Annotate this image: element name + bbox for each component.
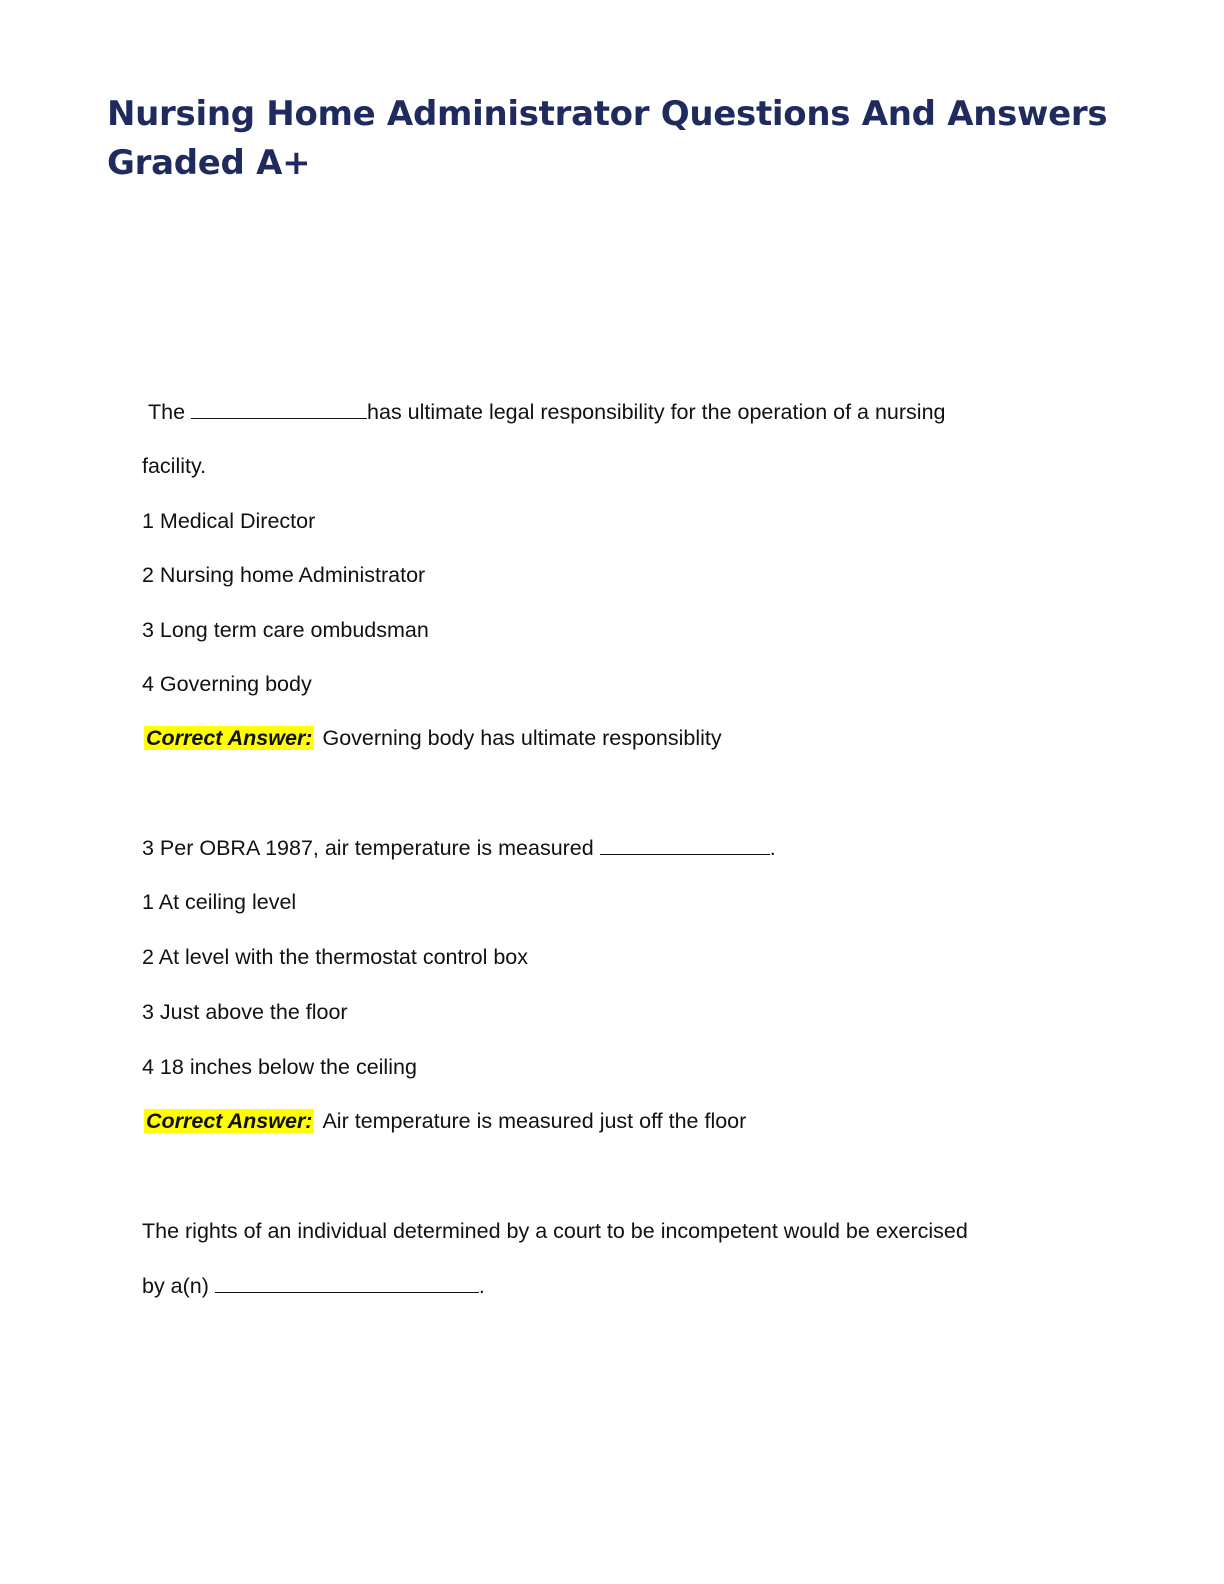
question-3-blank bbox=[215, 1272, 479, 1293]
question-3-prompt-start: by a(n) bbox=[142, 1274, 209, 1298]
question-1-prompt bbox=[148, 397, 946, 427]
question-1-prompt-start: The bbox=[148, 400, 186, 424]
question-2-option-1: 1 At ceiling level bbox=[142, 890, 297, 914]
correct-answer-label: Correct Answer: bbox=[146, 1109, 313, 1133]
question-1-prompt-end: has ultimate legal responsibility for the operation of a nursing bbox=[367, 400, 946, 424]
question-1-blank bbox=[191, 398, 367, 419]
question-2-option-2: 2 At level with the thermostat control box bbox=[142, 945, 529, 969]
question-1-answer-text: Governing body has ultimate responsiblity bbox=[322, 726, 722, 750]
question-1-prompt-wrap: facility. bbox=[142, 454, 207, 478]
question-2-prompt-end: . bbox=[769, 836, 776, 860]
question-2-blank bbox=[600, 834, 770, 855]
question-1-answer bbox=[142, 723, 722, 753]
question-2-answer-text: Air temperature is measured just off the floor bbox=[322, 1109, 747, 1133]
document-title: Nursing Home Administrator Questions And Answers Graded A+ bbox=[107, 94, 1108, 183]
question-3-prompt-end: . bbox=[478, 1274, 485, 1298]
question-2-answer bbox=[142, 1106, 746, 1136]
question-1-option-3: 3 Long term care ombudsman bbox=[142, 618, 429, 642]
question-1-option-4: 4 Governing body bbox=[142, 672, 312, 696]
question-2-prompt-start: 3 Per OBRA 1987, air temperature is measured bbox=[142, 836, 594, 860]
correct-answer-label: Correct Answer: bbox=[146, 726, 313, 750]
question-1-option-1: 1 Medical Director bbox=[142, 509, 316, 533]
question-2-option-4: 4 18 inches below the ceiling bbox=[142, 1055, 417, 1079]
question-3-prompt-line-2 bbox=[142, 1271, 485, 1301]
question-3-prompt-line-1: The rights of an individual determined by a court to be incompetent would be exercised bbox=[142, 1219, 968, 1243]
question-2-prompt bbox=[142, 833, 776, 863]
question-1-option-2: 2 Nursing home Administrator bbox=[142, 563, 426, 587]
question-2-option-3: 3 Just above the floor bbox=[142, 1000, 348, 1024]
